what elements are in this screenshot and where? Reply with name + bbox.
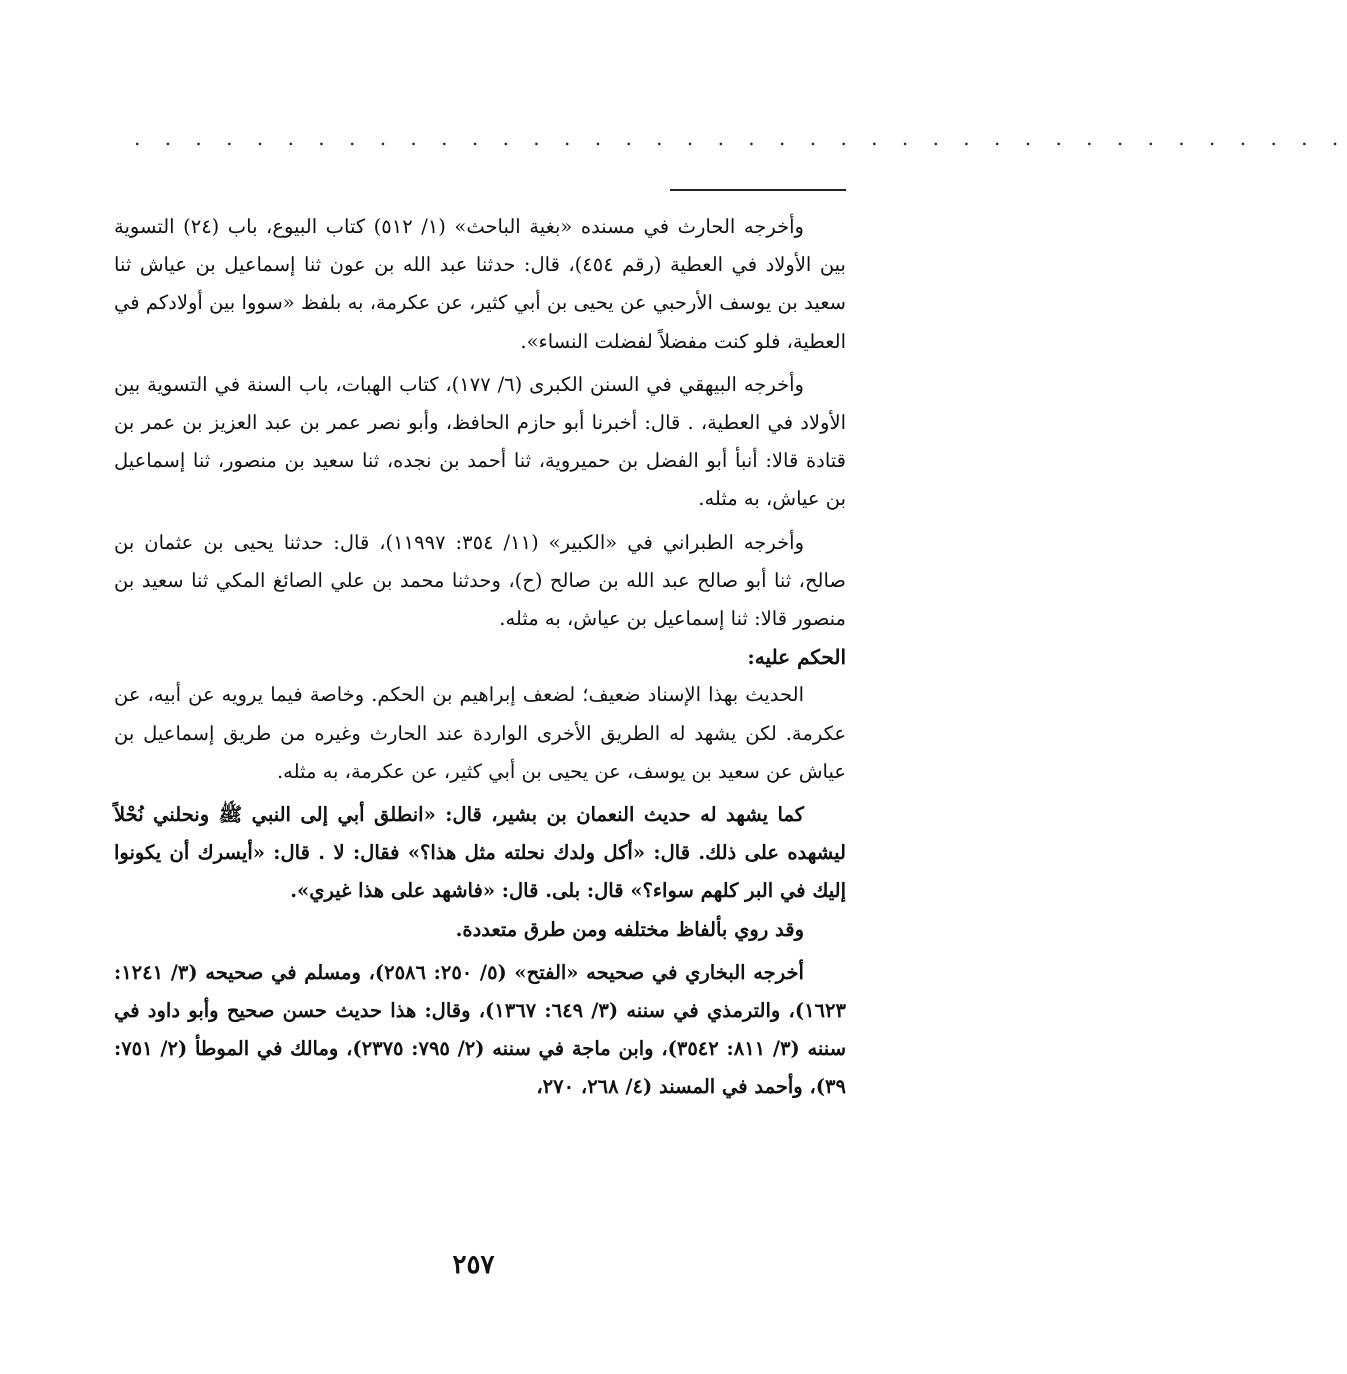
footnote-body <box>114 208 846 1107</box>
ruling-heading: الحكم عليه: <box>747 645 846 670</box>
footnote-rule <box>670 189 846 191</box>
paragraph-takhrij: أخرجه البخاري في صحيحه «الفتح» (٥/ ٢٥٠: ٢٥٨٦)، ومسلم في صحيحه (٣/ ١٢٤١: ١٦٢٣)، والترمذي في سننه (٣/ ٦٤٩: ١٣٦٧)، وقال: هذا حديث حسن صحيح وأبو داود في سننه (٣/ ٨١١: ٣٥٤٢)، وابن ماجة في سننه (٢/ ٧٩٥: ٢٣٧٥)، ومالك في الموطأ (٢/ ٧٥١: ٣٩)، وأحمد في المسند (٤/ ٢٦٨، ٢٧٠، <box>114 960 847 1099</box>
footnote-separator-dots: . . . . . . . . . . . . . . . . . . . . . . . . . . . . . . . . . . . . . . . . <box>134 126 1347 150</box>
page-number: ٢٥٧ <box>452 1250 495 1280</box>
paragraph-bayhaqi: وأخرجه البيهقي في السنن الكبرى (٦/ ١٧٧)، كتاب الهبات، باب السنة في التسوية بين الأولاد في العطية، . قال: أخبرنا أبو حازم الحافظ، وأبو نصر عمر بن عبد العزيز بن عمر بن قتادة قالا: أنبأ أبو الفضل بن حميروية، ثنا أحمد بن نجده، ثنا سعيد بن منصور، ثنا إسماعيل بن عياش، به مثله. <box>114 372 846 511</box>
paragraph-various-routes: وقد روي بألفاظ مختلفه ومن طرق متعددة. <box>455 917 804 941</box>
paragraph-tabarani: وأخرجه الطبراني في «الكبير» (١١/ ٣٥٤: ١١٩٩٧)، قال: حدثنا يحيى بن عثمان بن صالح، ثنا أبو صالح عبد الله بن صالح (ح)، وحدثنا محمد بن علي الصائغ المكي ثنا سعيد بن منصور قالا: ثنا إسماعيل بن عياش، به مثله. <box>114 530 846 631</box>
paragraph-numan-hadith: كما يشهد له حديث النعمان بن بشير، قال: «انطلق أبي إلى النبي ﷺ ونحلني نُحْلاً ليشهده على ذلك. قال: «أكل ولدك نحلته مثل هذا؟» فقال: لا . قال: «أيسرك أن يكونوا إليك في البر كلهم سواء؟» قال: بلى. قال: «فاشهد على هذا غيري». <box>114 803 846 903</box>
paragraph-ruling: الحديث بهذا الإسناد ضعيف؛ لضعف إبراهيم بن الحكم. وخاصة فيما يرويه عن أبيه، عن عكرمة. لكن يشهد له الطريق الأخرى الواردة عند الحارث وغيره من طريق إسماعيل بن عياش عن سعيد بن يوسف، عن يحيى بن أبي كثير، عن عكرمة، به مثله. <box>114 683 846 783</box>
paragraph-harith: وأخرجه الحارث في مسنده «بغية الباحث» (١/ ٥١٢) كتاب البيوع، باب (٢٤) التسوية بين الأولاد في العطية (رقم ٤٥٤)، قال: حدثنا عبد الله بن عون ثنا إسماعيل بن عياش ثنا سعيد بن يوسف الأرحبي عن يحيى بن أبي كثير، عن عكرمة، به بلفظ «سووا بين أولادكم في العطية، فلو كنت مفضلاً لفضلت النساء». <box>114 215 846 353</box>
